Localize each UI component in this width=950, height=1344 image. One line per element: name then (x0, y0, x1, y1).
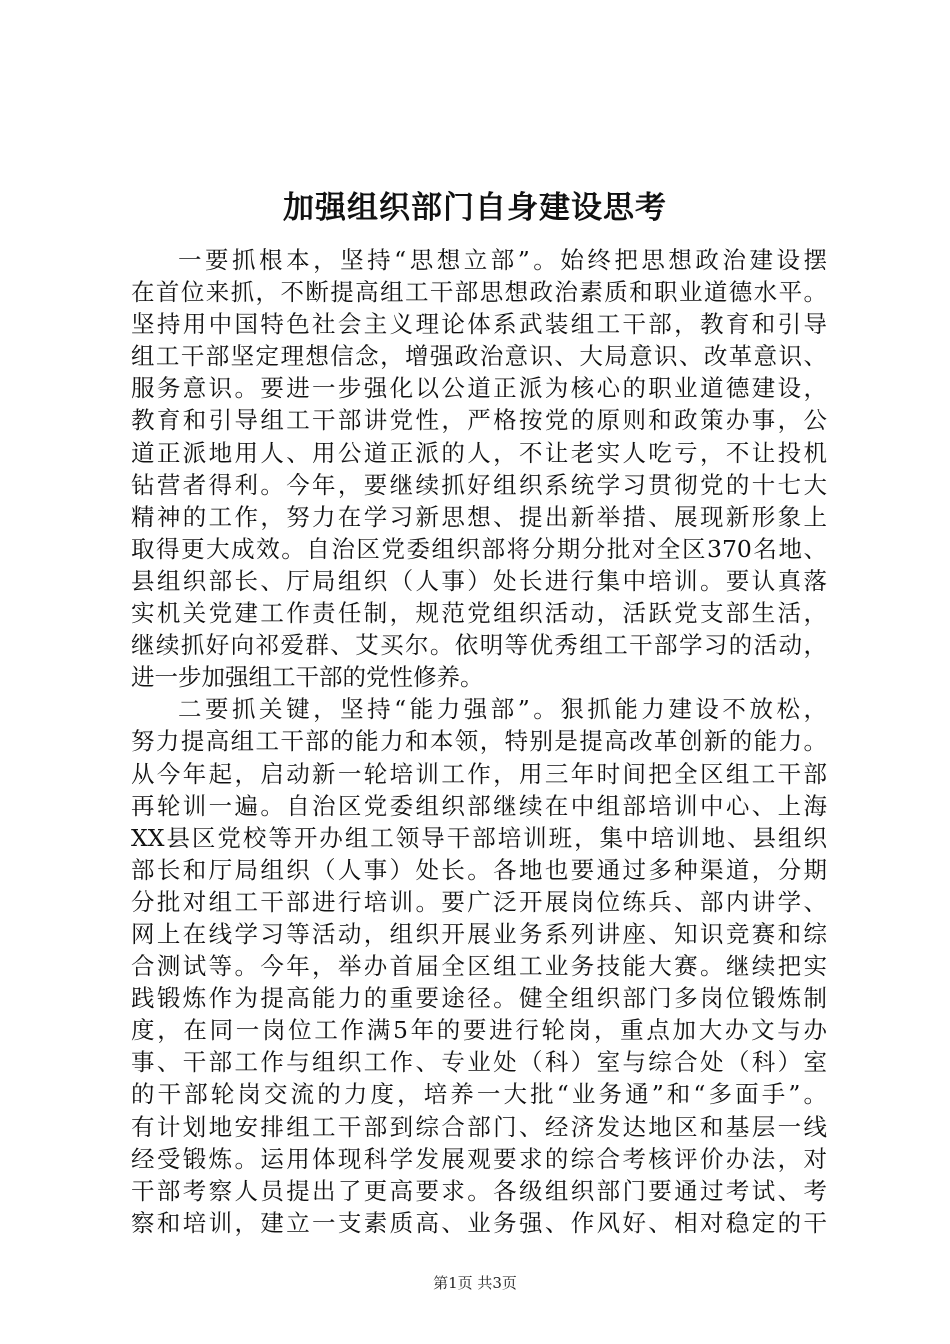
paragraph-line: 分批对组工干部进行培训。要广泛开展岗位练兵、部内讲学、 (131, 887, 827, 916)
paragraph-line: 部长和厅局组织（人事）处长。各地也要通过多种渠道，分期 (131, 855, 827, 884)
paragraph-line: 的干部轮岗交流的力度，培养一大批“业务通”和“多面手”。 (131, 1080, 827, 1109)
paragraph-line: 再轮训一遍。自治区党委组织部继续在中组部培训中心、上海 (131, 791, 827, 820)
document-title: 加强组织部门自身建设思考 (283, 190, 667, 226)
paragraph-line: 坚持用中国特色社会主义理论体系武装组工干部，教育和引导 (131, 310, 827, 339)
paragraph-line: 二要抓关键，坚持“能力强部”。狠抓能力建设不放松， (178, 695, 827, 724)
paragraph-line: 一要抓根本，坚持“思想立部”。始终把思想政治建设摆 (178, 246, 827, 274)
paragraph-line: 努力提高组工干部的能力和本领，特别是提高改革创新的能力。 (131, 727, 827, 756)
paragraph-line: 钻营者得利。今年，要继续抓好组织系统学习贯彻党的十七大 (131, 470, 827, 499)
paragraph-line: 践锻炼作为提高能力的重要途径。健全组织部门多岗位锻炼制 (131, 984, 827, 1013)
paragraph-line: 教育和引导组工干部讲党性，严格按党的原则和政策办事，公 (131, 406, 827, 435)
document-body (131, 244, 827, 1239)
paragraph-line: 组工干部坚定理想信念，增强政治意识、大局意识、改革意识、 (131, 342, 827, 371)
paragraph-line: XX县区党校等开办组工领导干部培训班，集中培训地、县组织 (131, 823, 827, 852)
paragraph-line: 县组织部长、厅局组织（人事）处长进行集中培训。要认真落 (131, 566, 827, 595)
paragraph-line: 度，在同一岗位工作满5年的要进行轮岗，重点加大办文与办 (131, 1016, 827, 1045)
paragraph-line: 实机关党建工作责任制，规范党组织活动，活跃党支部生活， (131, 599, 827, 628)
paragraph-line: 有计划地安排组工干部到综合部门、经济发达地区和基层一线 (131, 1112, 827, 1141)
paragraph-line: 事、干部工作与组织工作、专业处（科）室与综合处（科）室 (131, 1048, 827, 1077)
paragraph-line: 合测试等。今年，举办首届全区组工业务技能大赛。继续把实 (131, 952, 827, 981)
paragraph-line: 道正派地用人、用公道正派的人，不让老实人吃亏，不让投机 (131, 438, 827, 467)
paragraph-line: 网上在线学习等活动，组织开展业务系列讲座、知识竞赛和综 (131, 919, 827, 948)
paragraph-line: 继续抓好向祁爱群、艾买尔。依明等优秀组工干部学习的活动， (131, 631, 827, 660)
paragraph-line: 经受锻炼。运用体现科学发展观要求的综合考核评价办法，对 (131, 1144, 827, 1173)
paragraph-line: 从今年起，启动新一轮培训工作，用三年时间把全区组工干部 (131, 759, 827, 788)
paragraph-line: 在首位来抓，不断提高组工干部思想政治素质和职业道德水平。 (131, 278, 827, 307)
paragraph-line: 干部考察人员提出了更高要求。各级组织部门要通过考试、考 (131, 1176, 827, 1205)
page-footer: 第1页 共3页 (433, 1274, 517, 1292)
paragraph-line: 精神的工作，努力在学习新思想、提出新举措、展现新形象上 (131, 502, 827, 531)
paragraph-line: 察和培训，建立一支素质高、业务强、作风好、相对稳定的干 (131, 1208, 827, 1237)
paragraph-line: 取得更大成效。自治区党委组织部将分期分批对全区370名地、 (131, 534, 827, 563)
paragraph-line: 服务意识。要进一步强化以公道正派为核心的职业道德建设， (131, 374, 827, 403)
paragraph-line: 进一步加强组工干部的党性修养。 (131, 663, 484, 692)
